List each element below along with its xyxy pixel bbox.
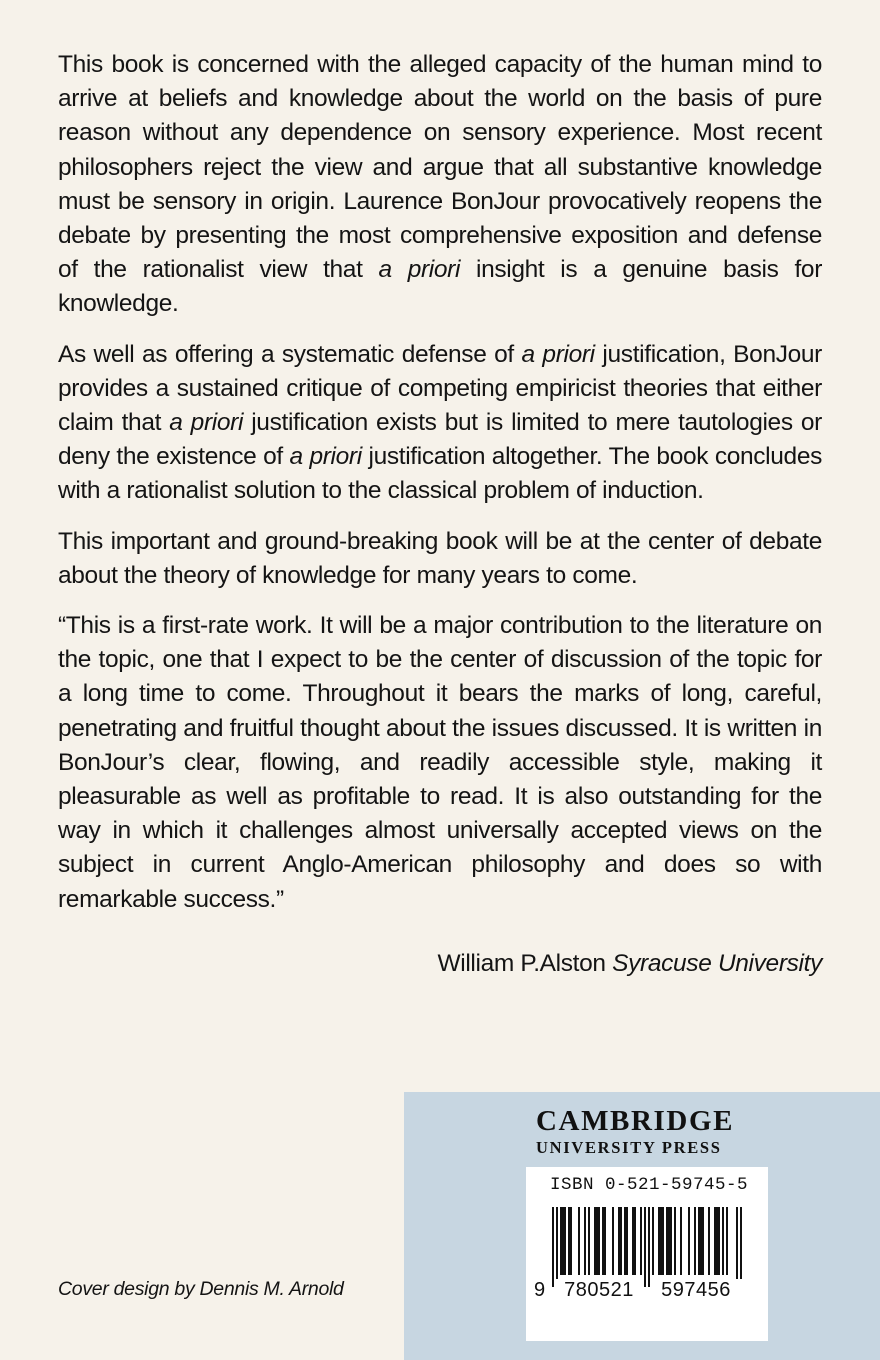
barcode-bar <box>596 1207 598 1275</box>
barcode-bar <box>588 1207 590 1275</box>
barcode-bar <box>618 1207 620 1275</box>
barcode-bar <box>640 1207 642 1275</box>
barcode-bar <box>688 1207 690 1275</box>
barcode-bar <box>648 1207 650 1287</box>
barcode-bar <box>740 1207 742 1287</box>
barcode-bar <box>584 1207 586 1275</box>
barcode-bar <box>722 1207 724 1275</box>
barcode-bar <box>700 1207 702 1275</box>
ean-left-digits: 780521 <box>556 1279 642 1302</box>
publisher-logo-subtitle: UNIVERSITY PRESS <box>536 1138 722 1157</box>
endorser-affiliation: Syracuse University <box>612 950 822 977</box>
barcode-bar <box>624 1207 626 1275</box>
publisher-panel <box>404 1092 880 1360</box>
barcode-bar <box>694 1207 696 1275</box>
barcode-bar <box>674 1207 676 1275</box>
barcode-bar <box>602 1207 604 1275</box>
barcode-bar <box>556 1207 558 1287</box>
barcode-bar <box>702 1207 704 1275</box>
ean-right-digits: 597456 <box>650 1279 742 1302</box>
ean-first-digit: 9 <box>534 1279 546 1301</box>
barcode-bar <box>718 1207 720 1275</box>
barcode-bar <box>568 1207 570 1275</box>
barcode-bar <box>668 1207 670 1275</box>
barcode-bar <box>626 1207 628 1275</box>
barcode-bar <box>736 1207 738 1287</box>
back-cover-blurb <box>58 48 822 933</box>
barcode-bar <box>726 1207 728 1275</box>
isbn-barcode <box>526 1167 768 1341</box>
cover-design-credit: Cover design by Dennis M. Arnold <box>58 1278 344 1300</box>
endorsement-quote: “This is a first-rate work. It will be a major contribution to the literature on the topic, one that I expect to be the center of discussion of the topic for a long time to come. Throughout it bears the marks of long, careful, penetrating and fruitful thought about the issues discussed. It is written in BonJour’s clear, flowing, and readily accessible style, making it pleasurable as well as profitable to read. It is also outstanding for the way in which it challenges almost universally accepted views on the subject in current Anglo-American philosophy and does so with remarkable success.” <box>58 612 822 913</box>
publisher-logo-name: CAMBRIDGE <box>536 1105 735 1137</box>
barcode-bar <box>652 1207 654 1275</box>
barcode-bar <box>560 1207 562 1275</box>
barcode-bar <box>594 1207 596 1275</box>
barcode-bar <box>612 1207 614 1275</box>
barcode-bar <box>716 1207 718 1275</box>
barcode-bar <box>634 1207 636 1275</box>
barcode-bar <box>632 1207 634 1275</box>
blurb-paragraph-2: As well as offering a systematic defense of a priori justification, BonJour provides a sustained critique of competing empiricist theories that either claim that a priori justification exists but is limited to mere tautologies or deny the existence of a priori justification altogether. The book concludes with a rationalist solution to the classical problem of induction. <box>58 340 822 505</box>
barcode-bar <box>570 1207 572 1275</box>
barcode-bar <box>552 1207 554 1287</box>
barcode-bar <box>708 1207 710 1275</box>
barcode-bar <box>598 1207 600 1275</box>
barcode-bar <box>670 1207 672 1275</box>
blurb-paragraph-3: This important and ground-breaking book will be at the center of debate about the theory of knowledge for many years to come. <box>58 527 822 589</box>
barcode-bar <box>604 1207 606 1275</box>
barcode-bar <box>578 1207 580 1275</box>
barcode-bar <box>620 1207 622 1275</box>
barcode-bar <box>660 1207 662 1275</box>
barcode-bar <box>666 1207 668 1275</box>
blurb-paragraph-1: This book is concerned with the alleged capacity of the human mind to arrive at beliefs and knowledge about the world on the basis of pure reason without any dependence on sensory experience. Most recent philosophers reject the view and argue that all substantive knowledge must be sensory in origin. Laurence BonJour provocatively reopens the debate by presenting the most comprehensive exposition and defense of the rationalist view that a priori insight is a genuine basis for knowledge. <box>58 51 822 318</box>
barcode-bar <box>698 1207 700 1275</box>
barcode-bar <box>658 1207 660 1275</box>
barcode-bar <box>714 1207 716 1275</box>
barcode-bar <box>564 1207 566 1275</box>
barcode-bar <box>562 1207 564 1275</box>
endorser-name: William P.Alston <box>437 950 606 977</box>
endorsement-attribution <box>437 947 822 981</box>
isbn-label: ISBN 0-521-59745-5 <box>550 1175 749 1195</box>
barcode-bar <box>644 1207 646 1287</box>
barcode-bar <box>680 1207 682 1275</box>
barcode-bar <box>662 1207 664 1275</box>
